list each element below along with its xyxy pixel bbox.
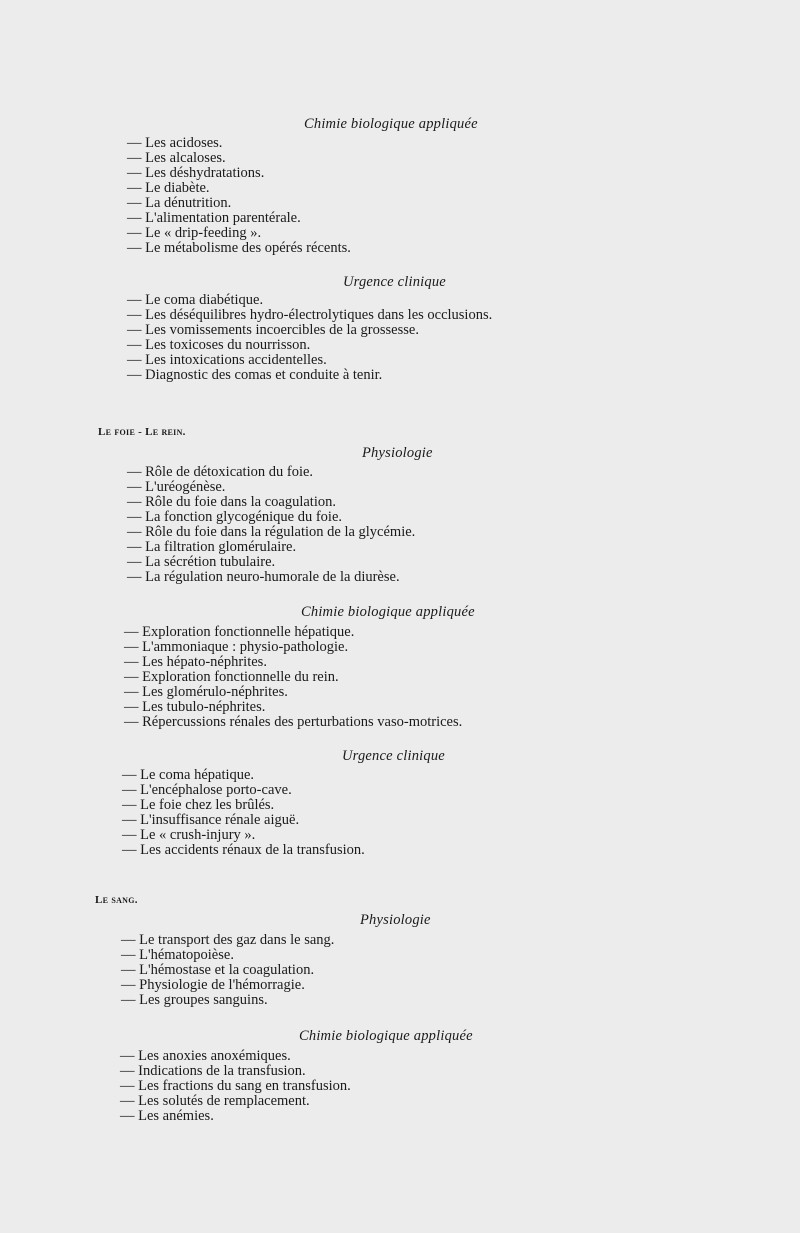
list-item: — Rôle du foie dans la régulation de la glycémie.	[127, 525, 415, 540]
heading-urgence-2: Urgence clinique	[342, 748, 445, 764]
heading-physiologie-2: Physiologie	[362, 445, 433, 461]
list-item: — Répercussions rénales des perturbations vaso-motrices.	[124, 715, 462, 730]
list-item: — Les fractions du sang en transfusion.	[120, 1079, 351, 1094]
list-item: — Le foie chez les brûlés.	[122, 798, 365, 813]
list-item: — Les accidents rénaux de la transfusion.	[122, 843, 365, 858]
list-item: — L'ammoniaque : physio-pathologie.	[124, 640, 462, 655]
list-item: — Le « crush-injury ».	[122, 828, 365, 843]
list-physiologie-3	[121, 933, 334, 1008]
heading-chimie-2: Chimie biologique appliquée	[301, 604, 475, 620]
list-item: — La dénutrition.	[127, 196, 351, 211]
list-item: — La régulation neuro-humorale de la diurèse.	[127, 570, 415, 585]
list-item: — L'alimentation parentérale.	[127, 211, 351, 226]
heading-chimie-3: Chimie biologique appliquée	[299, 1028, 473, 1044]
list-item: — Le coma diabétique.	[127, 293, 492, 308]
section-title-sang: Le sang.	[95, 894, 138, 906]
list-item: — Le diabète.	[127, 181, 351, 196]
list-item: — Diagnostic des comas et conduite à tenir.	[127, 368, 492, 383]
list-item: — Les alcaloses.	[127, 151, 351, 166]
list-item: — Les anémies.	[120, 1109, 351, 1124]
list-item: — Exploration fonctionnelle du rein.	[124, 670, 462, 685]
list-item: — Les déshydratations.	[127, 166, 351, 181]
list-chimie-2	[124, 625, 462, 730]
list-item: — La fonction glycogénique du foie.	[127, 510, 415, 525]
list-item: — Les anoxies anoxémiques.	[120, 1049, 351, 1064]
heading-physiologie-3: Physiologie	[360, 912, 431, 928]
list-item: — Rôle du foie dans la coagulation.	[127, 495, 415, 510]
heading-urgence-1: Urgence clinique	[343, 274, 446, 290]
list-item: — La sécrétion tubulaire.	[127, 555, 415, 570]
list-urgence-1	[127, 293, 492, 383]
list-item: — Les toxicoses du nourrisson.	[127, 338, 492, 353]
list-item: — Les vomissements incoercibles de la grossesse.	[127, 323, 492, 338]
list-item: — Les acidoses.	[127, 136, 351, 151]
list-chimie-3	[120, 1049, 351, 1124]
list-item: — Physiologie de l'hémorragie.	[121, 978, 334, 993]
list-chimie-1	[127, 136, 351, 256]
list-item: — Rôle de détoxication du foie.	[127, 465, 415, 480]
list-item: — Exploration fonctionnelle hépatique.	[124, 625, 462, 640]
list-item: — Le transport des gaz dans le sang.	[121, 933, 334, 948]
list-item: — Les glomérulo-néphrites.	[124, 685, 462, 700]
list-item: — L'uréogénèse.	[127, 480, 415, 495]
heading-chimie-1: Chimie biologique appliquée	[304, 116, 478, 132]
list-physiologie-2	[127, 465, 415, 585]
list-item: — L'hématopoièse.	[121, 948, 334, 963]
list-item: — Le « drip-feeding ».	[127, 226, 351, 241]
list-item: — Les tubulo-néphrites.	[124, 700, 462, 715]
list-urgence-2	[122, 768, 365, 858]
list-item: — Le métabolisme des opérés récents.	[127, 241, 351, 256]
list-item: — Les groupes sanguins.	[121, 993, 334, 1008]
section-title-foie-rein: Le foie - Le rein.	[98, 426, 186, 438]
list-item: — Indications de la transfusion.	[120, 1064, 351, 1079]
list-item: — L'hémostase et la coagulation.	[121, 963, 334, 978]
list-item: — Les hépato-néphrites.	[124, 655, 462, 670]
list-item: — Le coma hépatique.	[122, 768, 365, 783]
list-item: — L'encéphalose porto-cave.	[122, 783, 365, 798]
list-item: — Les déséquilibres hydro-électrolytiques dans les occlusions.	[127, 308, 492, 323]
list-item: — La filtration glomérulaire.	[127, 540, 415, 555]
list-item: — Les intoxications accidentelles.	[127, 353, 492, 368]
list-item: — L'insuffisance rénale aiguë.	[122, 813, 365, 828]
list-item: — Les solutés de remplacement.	[120, 1094, 351, 1109]
